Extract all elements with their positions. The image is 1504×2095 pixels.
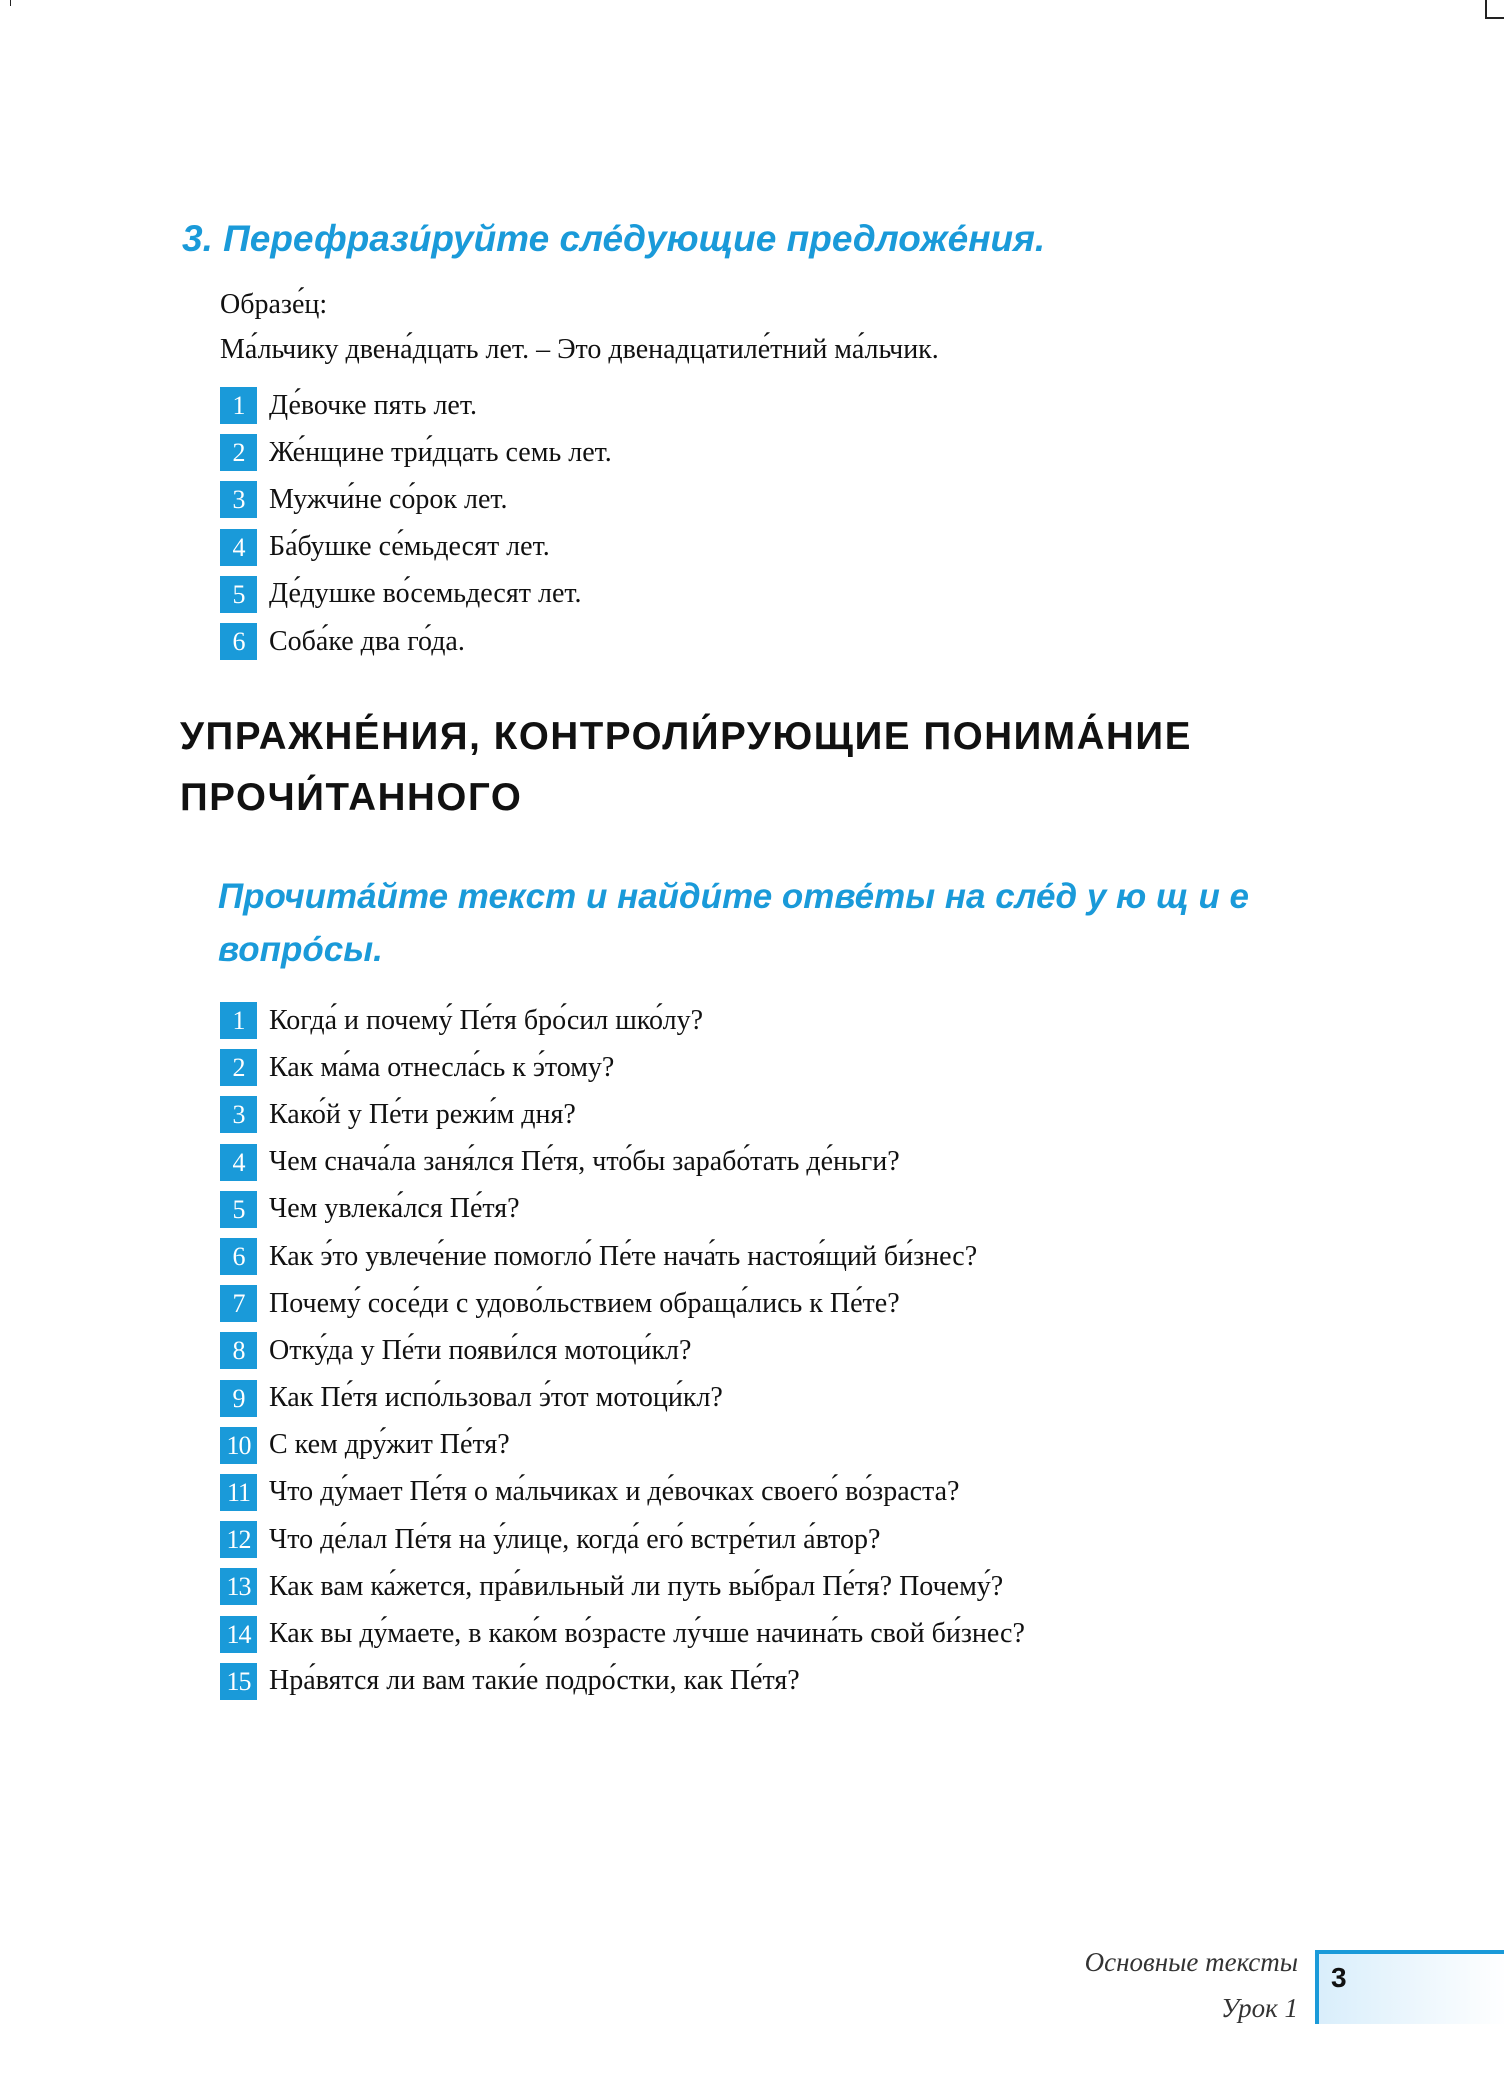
list-item-text: Соба́ке два го́да.: [269, 625, 465, 657]
list-item: [220, 524, 612, 571]
list-item: [220, 1091, 1025, 1138]
question-text: Нра́вятся ли вам таки́е подро́стки, как Пе́тя?: [269, 1665, 800, 1697]
item-number-badge: 3: [220, 1096, 257, 1133]
item-number-badge: 4: [220, 529, 257, 566]
list-item: [220, 1233, 1025, 1280]
list-item: [220, 1280, 1025, 1327]
item-number-badge: 5: [220, 1191, 257, 1228]
question-text: С кем дру́жит Пе́тя?: [269, 1429, 510, 1461]
section-heading-line-1: УПРАЖНЕ́НИЯ, КОНТРОЛИ́РУЮЩИЕ ПОНИМА́НИЕ: [180, 715, 1192, 758]
list-item: [220, 1610, 1025, 1657]
question-text: Как Пе́тя испо́льзовал э́тот мотоци́кл?: [269, 1382, 723, 1414]
list-item-text: Ба́бушке се́мьдесят лет.: [269, 531, 550, 563]
list-item: [220, 1044, 1025, 1091]
list-item: [220, 1563, 1025, 1610]
list-item: [220, 1658, 1025, 1705]
list-item: [220, 1422, 1025, 1469]
exercise-3-list: [220, 382, 612, 665]
question-text: Како́й у Пе́ти режи́м дня?: [269, 1098, 576, 1130]
item-number-badge: 2: [220, 434, 257, 471]
questions-list: [220, 997, 1025, 1705]
item-number-badge: 15: [220, 1663, 257, 1700]
list-item-text: Де́вочке пять лет.: [269, 389, 477, 421]
list-item: [220, 382, 612, 429]
sample-text: Ма́льчику двена́дцать лет. – Это двенадцатиле́тний ма́льчик.: [220, 334, 939, 365]
question-text: Как ма́ма отнесла́сь к э́тому?: [269, 1051, 615, 1083]
exercise-3-title: 3. Перефрази́руйте сле́дующие предложе́ния.: [182, 218, 1046, 259]
list-item: [220, 571, 612, 618]
item-number-badge: 8: [220, 1332, 257, 1369]
list-item: [220, 1375, 1025, 1422]
list-item: [220, 1516, 1025, 1563]
list-item: [220, 1139, 1025, 1186]
question-text: Что де́лал Пе́тя на у́лице, когда́ его́ встре́тил а́втор?: [269, 1523, 881, 1555]
question-text: Как э́то увлече́ние помогло́ Пе́те нача́ть настоя́щий би́знес?: [269, 1240, 978, 1272]
item-number-badge: 14: [220, 1616, 257, 1653]
item-number-badge: 13: [220, 1568, 257, 1605]
footer-section-name: Основные тексты: [1084, 1947, 1298, 1977]
list-item-text: Мужчи́не со́рок лет.: [269, 483, 508, 515]
item-number-badge: 1: [220, 1002, 257, 1039]
question-text: Чем увлека́лся Пе́тя?: [269, 1193, 520, 1225]
question-text: Как вы ду́маете, в како́м во́зрасте лу́чше начина́ть свой би́знес?: [269, 1618, 1025, 1650]
item-number-badge: 6: [220, 1238, 257, 1275]
list-item-text: Де́душке во́семьдесят лет.: [269, 578, 582, 610]
question-text: Чем снача́ла заня́лся Пе́тя, что́бы зарабо́тать де́ньги?: [269, 1146, 900, 1178]
crop-mark-top-right-horizontal: [1485, 17, 1504, 19]
question-text: Отку́да у Пе́ти появи́лся мотоци́кл?: [269, 1334, 692, 1366]
item-number-badge: 2: [220, 1049, 257, 1086]
crop-mark-top: [10, 0, 11, 6]
crop-mark-top-right-vertical: [1485, 0, 1487, 18]
item-number-badge: 3: [220, 481, 257, 518]
sample-label: Образе́ц:: [220, 289, 328, 320]
task-title: [218, 870, 1249, 976]
task-title-line-1: Прочита́йте текст и найди́те отве́ты на сле́д у ю щ и е: [218, 877, 1250, 916]
list-item: [220, 429, 612, 476]
item-number-badge: 4: [220, 1144, 257, 1181]
task-title-line-2: вопро́сы.: [218, 930, 383, 969]
question-text: Что ду́мает Пе́тя о ма́льчиках и де́вочках своего́ во́зраста?: [269, 1476, 960, 1508]
item-number-badge: 1: [220, 387, 257, 424]
item-number-badge: 11: [220, 1474, 257, 1511]
list-item: [220, 1327, 1025, 1374]
question-text: Когда́ и почему́ Пе́тя бро́сил шко́лу?: [269, 1004, 704, 1036]
page-number-tab: [1315, 1950, 1504, 2024]
item-number-badge: 6: [220, 623, 257, 660]
section-heading-line-2: ПРОЧИ́ТАННОГО: [180, 776, 523, 819]
item-number-badge: 12: [220, 1521, 257, 1558]
list-item: [220, 997, 1025, 1044]
section-heading: [180, 706, 1192, 828]
footer-lesson-name: Урок 1: [1221, 1993, 1298, 2023]
list-item: [220, 618, 612, 665]
question-text: Как вам ка́жется, пра́вильный ли путь вы́брал Пе́тя? Почему́?: [269, 1570, 1004, 1602]
question-text: Почему́ сосе́ди с удово́льствием обраща́лись к Пе́те?: [269, 1287, 900, 1319]
list-item: [220, 1186, 1025, 1233]
page-number: 3: [1331, 1962, 1347, 1993]
list-item: [220, 476, 612, 523]
item-number-badge: 9: [220, 1380, 257, 1417]
item-number-badge: 5: [220, 576, 257, 613]
item-number-badge: 10: [220, 1427, 257, 1464]
list-item: [220, 1469, 1025, 1516]
item-number-badge: 7: [220, 1285, 257, 1322]
list-item-text: Же́нщине три́дцать семь лет.: [269, 436, 612, 468]
